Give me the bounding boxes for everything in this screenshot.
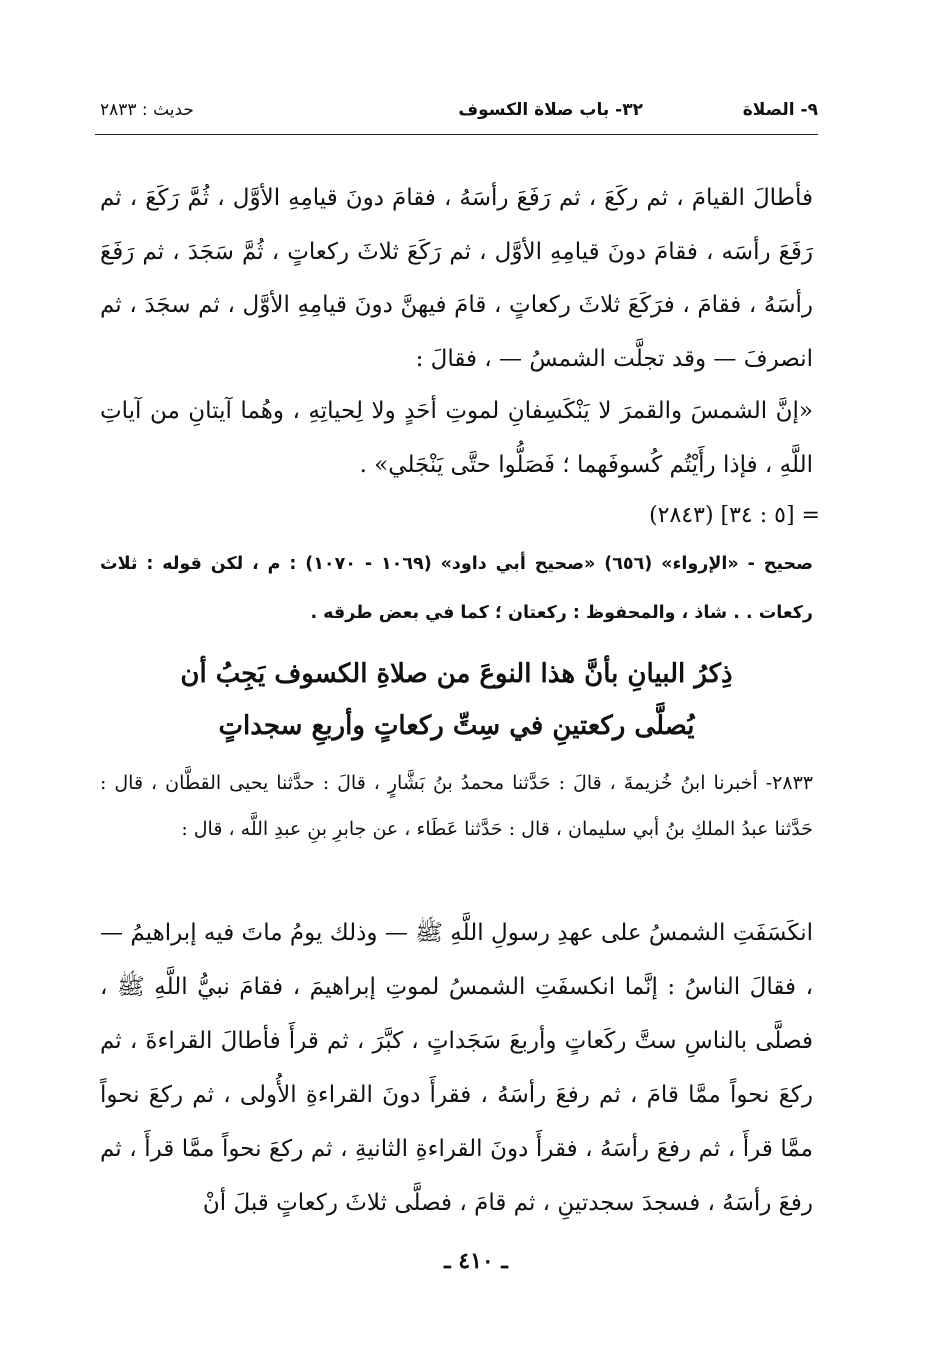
section-heading [100,648,813,752]
header-hadith-number: حديث : ٢٨٣٣ [100,100,194,120]
section-heading-line-2: يُصلَّى ركعتينِ في سِتِّ ركعاتٍ وأربعِ سجداتٍ [218,711,695,741]
header-divider [95,134,818,135]
header-chapter-title: ٣٢- باب صلاة الكسوف [458,100,643,120]
page-number: ـ ٤١٠ ـ [444,1248,508,1274]
prophetic-quote: «إنَّ الشمسَ والقمرَ لا يَنْكَسِفانِ لموتِ أحَدٍ ولا لِحياتِهِ ، وهُما آيتانِ من آياتِ اللَّهِ ، فإذا رأَيْتُم كُسوفَهما ؛ فَصَلُّوا حتَّى يَنْجَلي» . [100,398,813,478]
grading-note: صحيح - «الإرواء» (٦٥٦) «صحيح أبي داود» (١٠٦٩ - ١٠٧٠) : م ، لكن قوله : ثلاث ركعات . . شاذ ، والمحفوظ : ركعتان ؛ كما في بعض طرقه . [100,554,814,623]
cross-reference: = [٥ : ٣٤] (٢٨٤٣) [649,503,820,528]
chain-of-narration: ٢٨٣٣- أخبرنا ابنُ خُزيمةَ ، قالَ : حَدَّثنا محمدُ بنُ بَشَّارٍ ، قالَ : حدَّثنا يحيى القطَّان ، قال : حَدَّثنا عبدُ الملكِ بنُ أبي سليمان ، قال : حَدَّثنا عَطَاء ، عن جابرِ بنِ عبدِ اللَّه ، قال : [100,772,813,840]
narration-paragraph: فأطالَ القيامَ ، ثم ركَعَ ، ثم رَفَعَ رأسَهُ ، فقامَ دونَ قيامِهِ الأوَّل ، ثُمَّ رَكَعَ ، ثم رَفَعَ رأسَه ، فقامَ دونَ قيامِهِ الأوَّل ، ثم رَكَعَ ثلاثَ ركعاتٍ ، ثُمَّ سَجَدَ ، ثم رَفَعَ رأسَهُ ، فقامَ ، فرَكَعَ ثلاثَ ركعاتٍ ، قامَ فيهنَّ دونَ قيامِهِ الأوَّل ، ثم سجَدَ ، ثم انصرفَ — وقد تجلَّت الشمسُ — ، فقالَ : [100,185,813,372]
header-book-title: ٩- الصلاة [742,100,818,120]
section-heading-line-1: ذِكرُ البيانِ بأنَّ هذا النوعَ من صلاةِ الكسوف يَجِبُ أن [180,659,733,689]
hadith-text: انكَسَفَتِ الشمسُ على عهدِ رسولِ اللَّهِ ﷺ — وذلك يومُ ماتَ فيه إبراهيمُ — ، فقالَ الناسُ : إنَّما انكسفَتِ الشمسُ لموتِ إبراهيمَ ، فقامَ نبيُّ اللَّهِ ﷺ ، فصلَّى بالناسِ ستَّ ركَعاتٍ وأربعَ سَجَداتٍ ، كبَّرَ ، ثم قرأَ فأطالَ القراءةَ ، ثم ركعَ نحواً ممَّا قامَ ، ثم رفعَ رأسَهُ ، فقرأَ دونَ القراءةِ الأُولى ، ثم ركعَ نحواً ممَّا قرأَ ، ثم رفعَ رأسَهُ ، فقرأَ دونَ القراءةِ الثانيةِ ، ثم ركعَ نحواً ممَّا قرأَ ، ثم رفعَ رأسَهُ ، فسجدَ سجدتينِ ، ثم قامَ ، فصلَّى ثلاثَ ركعاتٍ قبلَ أنْ [100,920,813,1216]
running-header [95,100,818,136]
